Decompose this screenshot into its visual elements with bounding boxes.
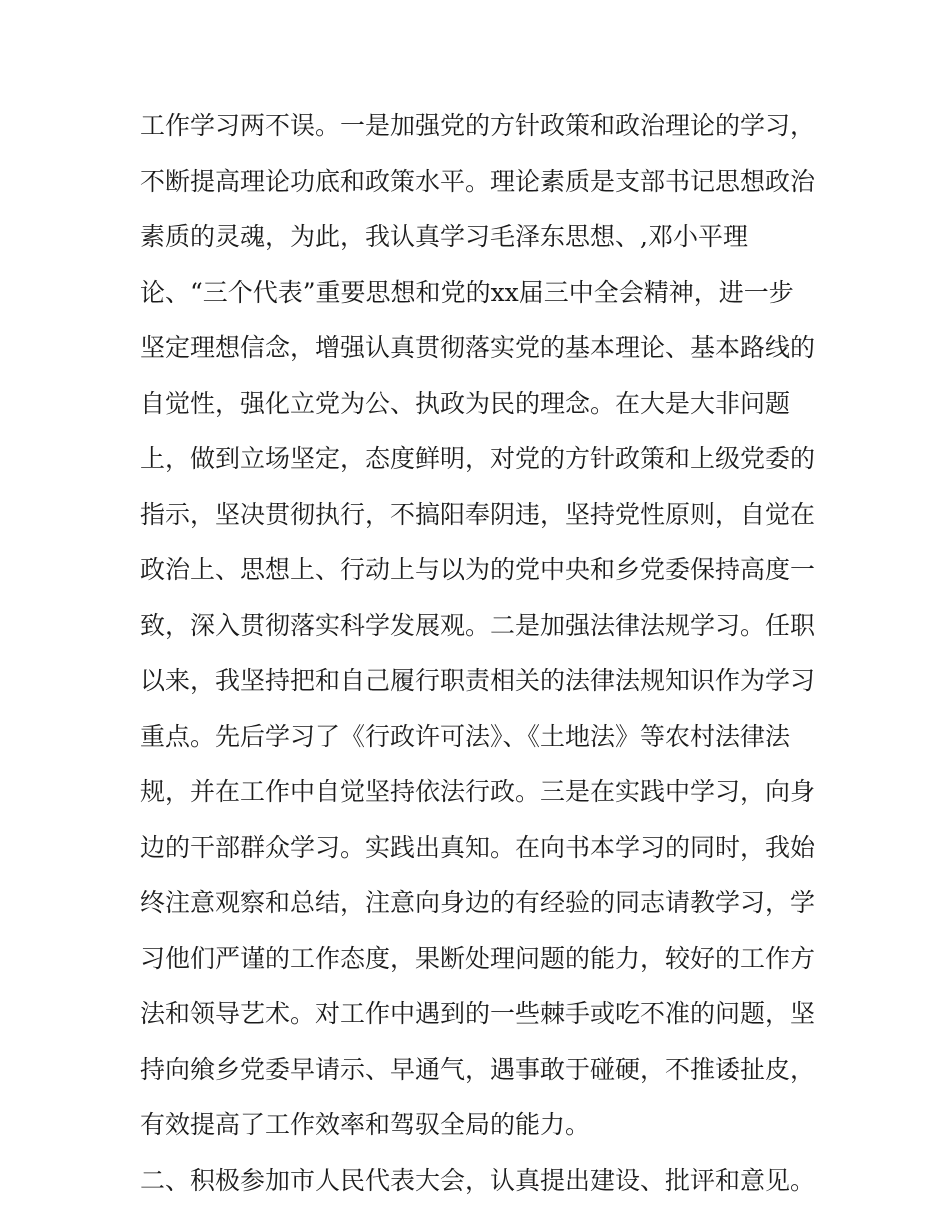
text-line: 素质的灵魂，为此，我认真学习毛泽东思想、,邓小平理: [140, 222, 748, 251]
text-line: 重点。先后学习了《行政许可法》、《土地法》等农村法律法: [140, 721, 791, 751]
text-line: 边的干部群众学习。实践出真知。在向书本学习的同时，我始: [140, 832, 816, 862]
text-line: 工作学习两不误。一是加强党的方针政策和政治理论的学习，: [140, 111, 816, 140]
text-line: 上，做到立场坚定，态度鲜明，对党的方针政策和上级党委的: [140, 444, 816, 473]
text-line: 终注意观察和总结，注意向身边的有经验的同志请教学习，学: [140, 888, 816, 917]
text-line: 不断提高理论功底和政策水平。理论素质是支部书记思想政治: [140, 166, 816, 196]
text-line: 致，深入贯彻落实科学发展观。二是加强法律法规学习。任职: [140, 610, 816, 640]
text-line: 自觉性，强化立党为公、执政为民的理念。在大是大非问题: [140, 388, 791, 418]
section-heading: 二、积极参加市人民代表大会，认真提出建设、批评和意见。: [140, 1165, 816, 1195]
text-line: 坚定理想信念，增强认真贯彻落实党的基本理论、基本路线的: [140, 333, 816, 362]
text-line: 规，并在工作中自觉坚持依法行政。三是在实践中学习，向身: [140, 777, 816, 806]
text-line: 习他们严谨的工作态度，果断处理问题的能力，较好的工作方: [140, 943, 816, 973]
text-line: 论、“三个代表”重要思想和党的xx届三中全会精神，进一步: [140, 277, 794, 307]
text-line: 政治上、思想上、行动上与以为的党中央和乡党委保持高度一: [140, 555, 816, 584]
text-line: 持向飨乡党委早请示、早通气，遇事敢于碰硬，不推诿扯皮，: [140, 1054, 816, 1084]
text-line: 有效提高了工作效率和驾驭全局的能力。: [140, 1110, 591, 1139]
text-line: 指示，坚决贯彻执行，不搞阳奉阴违，坚持党性原则，自觉在: [140, 499, 816, 529]
document-body: [140, 106, 820, 1200]
text-line: 法和领导艺术。对工作中遇到的一些棘手或吃不准的问题，坚: [140, 999, 816, 1028]
text-line: 以来，我坚持把和自己履行职责相关的法律法规知识作为学习: [140, 666, 816, 695]
